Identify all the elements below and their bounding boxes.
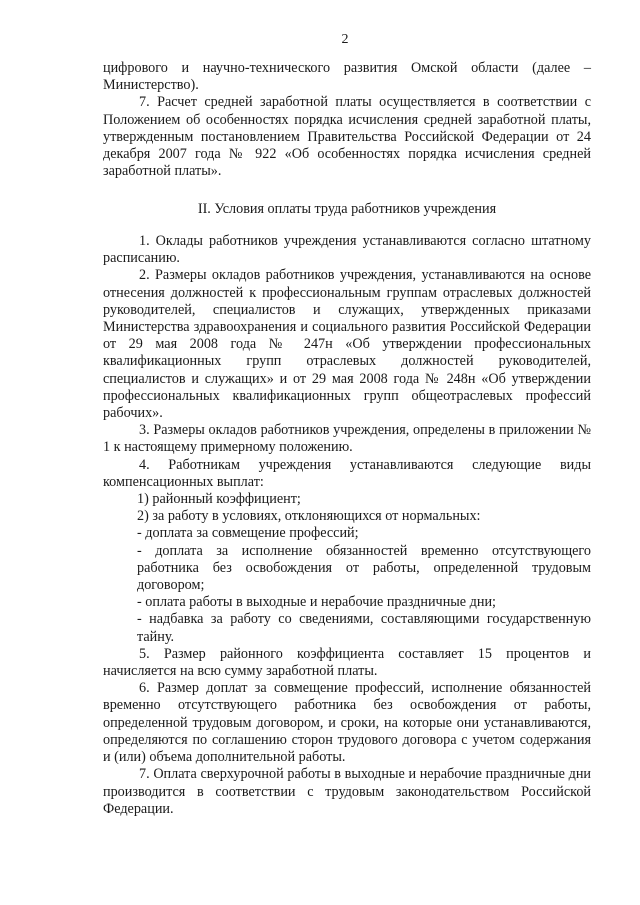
intro-text-block (103, 60, 591, 180)
paragraph-2-salary-basis: 2. Размеры окладов работников учреждения, устанавливаются на основе отнесения должностей к профессиональным группам отраслевых должностей руководителей, специалистов и служащих, утвержденных приказами Министерства здравоохранения и социального развития Российской Федерации от 29 мая 2008 года № 247н «Об утверждении профессиональных квалификационных групп отраслевых должностей руководителей, специалистов и служащих» и от 29 мая 2008 года № 248н «Об утверждении профессиональных квалификационных групп общеотраслевых профессий рабочих». (103, 267, 591, 422)
list-item-regional-coefficient: 1) районный коэффициент; (137, 491, 301, 508)
list-item-combination-allowance: - доплата за совмещение профессий; (137, 525, 359, 542)
paragraph-6-allowance-size: 6. Размер доплат за совмещение профессий, исполнение обязанностей временно отсутствующего работника без освобождения от работы, определенной трудовым договором, и сроки, на которые они устанавливаются, определяются по соглашению сторон трудового договора с учетом содержания и (или) объема дополнительной работы. (103, 680, 591, 766)
list-item-state-secret: - надбавка за работу со сведениями, составляющими государственную тайну. (137, 611, 591, 645)
paragraph-1-salaries: 1. Оклады работников учреждения устанавливаются согласно штатному расписанию. (103, 233, 591, 267)
list-item-weekend-pay: - оплата работы в выходные и нерабочие праздничные дни; (137, 594, 497, 611)
paragraph-3-salary-sizes: 3. Размеры окладов работников учреждения, определены в приложении № 1 к настоящему примерному положению. (103, 422, 591, 456)
section-heading: II. Условия оплаты труда работников учреждения (197, 201, 497, 217)
paragraph-5-regional-coefficient: 5. Размер районного коэффициента составляет 15 процентов и начисляется на всю сумму заработной платы. (103, 645, 591, 680)
section-body (103, 233, 591, 818)
list-item-temporary-duties: - доплата за исполнение обязанностей временно отсутствующего работника без освобождения от работы, определенной трудовым договором; (137, 542, 591, 594)
paragraph-continuation: цифрового и научно-технического развития Омской области (далее – Министерство). (103, 60, 591, 94)
paragraph-7-overtime: 7. Оплата сверхурочной работы в выходные и нерабочие праздничные дни производится в соответствии с трудовым законодательством Российской Федерации. (103, 766, 591, 817)
page-number: 2 (341, 32, 349, 47)
paragraph-4-compensation: 4. Работникам учреждения устанавливаются следующие виды компенсационных выплат: (103, 456, 591, 490)
list-item-abnormal-conditions: 2) за работу в условиях, отклоняющихся от нормальных: (137, 508, 481, 525)
paragraph-7-average-salary: 7. Расчет средней заработной платы осуществляется в соответствии с Положением об особенностях порядка исчисления средней заработной платы, утвержденным постановлением Правительства Российской Федерации от 24 декабря 2007 года № 922 «Об особенностях порядка исчисления средней заработной платы». (103, 94, 591, 180)
